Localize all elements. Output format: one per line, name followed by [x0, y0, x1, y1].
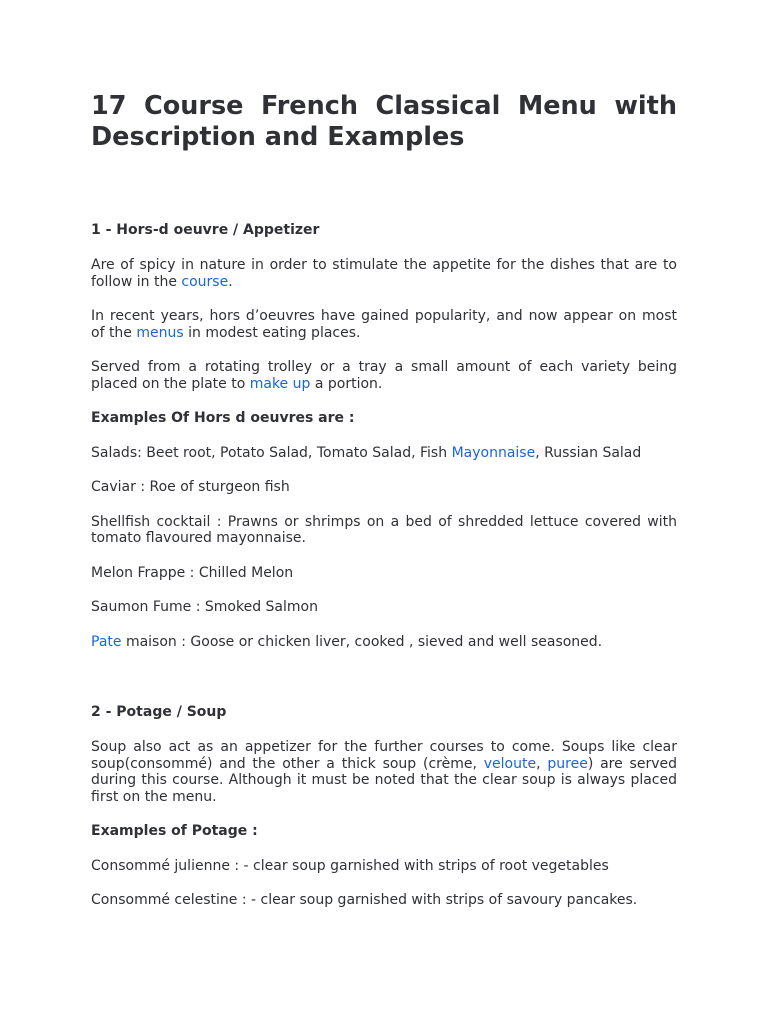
link-mayonnaise[interactable]: Mayonnaise	[451, 444, 536, 461]
section-heading-potage: 2 - Potage / Soup	[91, 704, 227, 720]
link-make-up[interactable]: make up	[249, 375, 311, 392]
link-veloute[interactable]: veloute	[483, 755, 537, 772]
page-title: 17 Course French Classical Menu with Description and Examples	[91, 91, 677, 152]
link-pate[interactable]: Pate	[91, 633, 122, 650]
paragraph-text: in modest eating places.	[183, 324, 361, 341]
paragraph-appetizer-service	[91, 359, 677, 392]
section-heading-hors-d-oeuvre: 1 - Hors-d oeuvre / Appetizer	[91, 222, 320, 238]
example-caviar: Caviar : Roe of sturgeon fish	[91, 479, 290, 495]
example-melon-frappe: Melon Frappe : Chilled Melon	[91, 564, 294, 581]
example-salads	[91, 445, 677, 462]
example-saumon-fume: Saumon Fume : Smoked Salmon	[91, 599, 318, 615]
paragraph-text: a portion.	[310, 375, 383, 392]
examples-heading-potage: Examples of Potage :	[91, 823, 258, 839]
paragraph-text: In recent years, hors d’oeuvres have gained popularity, and now appear on most of the	[91, 308, 677, 341]
link-menus[interactable]: menus	[136, 324, 184, 341]
example-pate-maison	[91, 634, 677, 651]
example-consomme-julienne: Consommé julienne : - clear soup garnished with strips of root vegetables	[91, 857, 609, 874]
paragraph-text: Salads: Beet root, Potato Salad, Tomato Salad, Fish	[91, 444, 452, 461]
paragraph-appetizer-intro	[91, 257, 677, 290]
paragraph-text: ,	[536, 755, 548, 772]
paragraph-text: Soup also act as an appetizer for the further courses to come. Soups like clear soup(consommé) and the other a thick soup (crème,	[91, 739, 677, 772]
paragraph-text: , Russian Salad	[535, 444, 642, 461]
paragraph-text: .	[228, 273, 233, 290]
paragraph-text: ) are served during this course. Although it must be noted that the clear soup is always placed first on the menu.	[91, 755, 677, 805]
link-puree[interactable]: puree	[547, 755, 588, 772]
link-course[interactable]: course	[181, 273, 229, 290]
paragraph-text: Served from a rotating trolley or a tray a small amount of each variety being placed on the plate to	[91, 359, 677, 392]
paragraph-text: Are of spicy in nature in order to stimulate the appetite for the dishes that are to follow in the	[91, 257, 677, 290]
paragraph-appetizer-popularity	[91, 308, 677, 341]
paragraph-text: maison : Goose or chicken liver, cooked , sieved and well seasoned.	[121, 633, 603, 650]
example-shellfish-cocktail: Shellfish cocktail : Prawns or shrimps on a bed of shredded lettuce covered with tomato flavoured mayonnaise.	[91, 513, 677, 546]
paragraph-soup-intro	[91, 739, 677, 805]
example-consomme-celestine: Consommé celestine : - clear soup garnished with strips of savoury pancakes.	[91, 892, 638, 908]
examples-heading-hors-d-oeuvres: Examples Of Hors d oeuvres are :	[91, 410, 355, 426]
document-page	[91, 0, 677, 909]
